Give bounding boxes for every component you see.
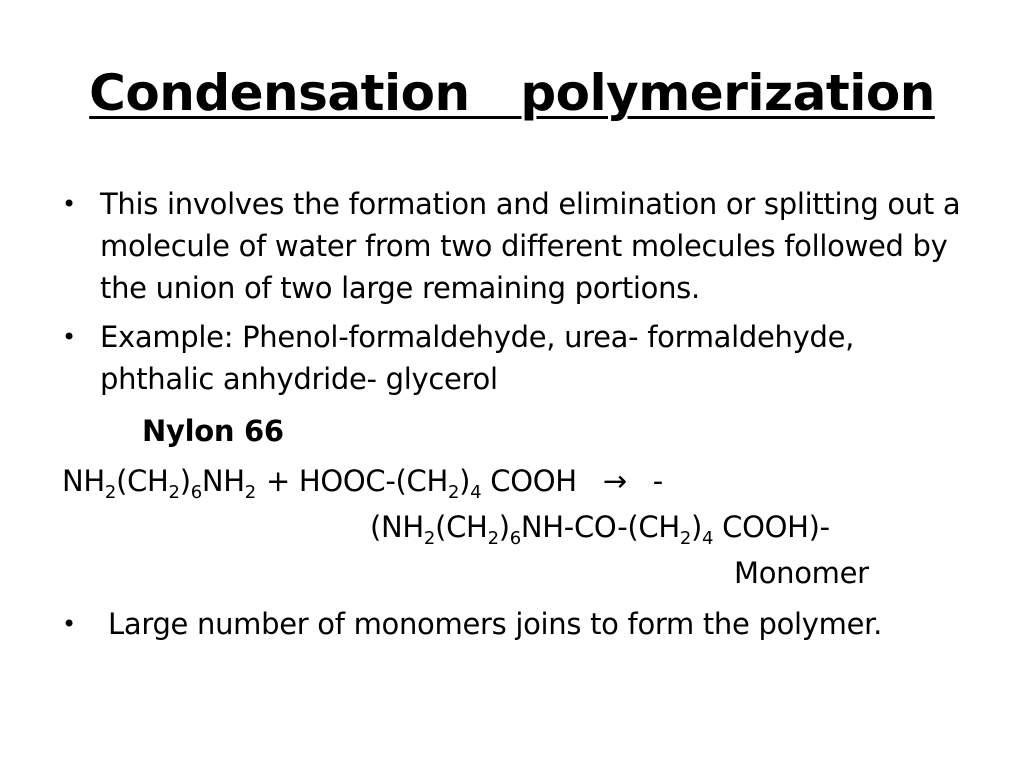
monomer-label: Monomer [734, 556, 869, 590]
bullet-marker: • [62, 323, 76, 351]
bond-dash: - [652, 464, 663, 498]
reaction-equation [62, 460, 663, 502]
nylon-label: Nylon 66 [142, 414, 284, 448]
reactant-1: $NH_2(CH_2)_6NH_2$ [62, 464, 256, 503]
bullet-text: Example: Phenol-formaldehyde, urea- formaldehyde, phthalic anhydride- glycerol [100, 320, 855, 396]
reactant-2: + HOOC-$(CH_2)_4$ COOH [265, 464, 577, 503]
bullet-text: Large number of monomers joins to form the polymer. [108, 607, 883, 641]
slide-title: Condensation polymerization [89, 64, 935, 122]
reaction-arrow: → [602, 464, 627, 498]
bullet-marker: • [62, 190, 76, 218]
bullet-text: This involves the formation and elimination or splitting out a molecule of water from two different molecules followed by the union of two large remaining portions. [100, 187, 961, 305]
bullet-marker: • [62, 610, 76, 638]
reaction-product: ($NH_2(CH_2)_6NH-CO-(CH_2)_4$ COOH)- [370, 510, 830, 549]
